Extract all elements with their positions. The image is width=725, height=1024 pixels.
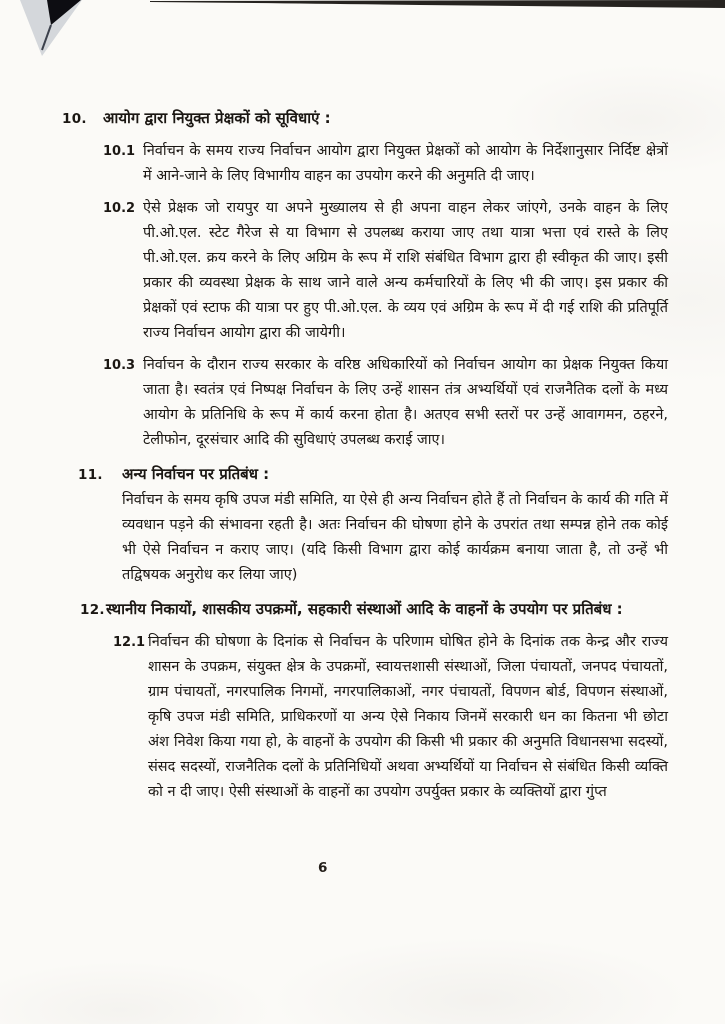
section-12 [80,597,668,805]
section-11-body-text: निर्वाचन के समय कृषि उपज मंडी समिति, या ऐसे ही अन्य निर्वाचन होते हैं तो निर्वाचन के कार्य की गति में व्यवधान पड़ने की संभावना रहती है। अतः निर्वाचन की घोषणा होने के उपरांत तथा सम्पन्न होने तक कोई भी ऐसे निर्वाचन न कराए जाए। (यदि किसी विभाग द्वारा कोई कार्यक्रम बनाया जाता है, तो उन्हें भी तद्विषयक अनुरोध कर लिया जाए) [122,492,668,583]
section-number: 10. [62,111,87,127]
clause-number: 10.1 [103,144,136,159]
section-11-body-row [78,488,668,588]
section-number: 11. [78,467,103,483]
clause-10-2 [103,196,668,346]
section-10 [0,106,668,453]
clause-12-1 [113,630,668,805]
section-12-heading: स्थानीय निकायों, शासकीय उपक्रमों, सहकारी संस्थाओं आदि के वाहनों के उपयोग पर प्रतिबंध : [106,600,623,618]
clause-number: 10.2 [103,201,136,216]
clause-number: 10.3 [103,358,136,373]
clause-10-1-text: निर्वाचन के समय राज्य निर्वाचन आयोग द्वारा नियुक्त प्रेक्षकों को आयोग के निर्देशानुसार निर्दिष्ट क्षेत्रों में आने-जाने के लिए विभागीय वाहन का उपयोग करने की अनुमति दी जाए। [143,143,668,184]
section-12-heading-row [80,597,668,623]
clause-10-1 [103,139,668,189]
clause-10-2-text: ऐसे प्रेक्षक जो रायपुर या अपने मुख्यालय से ही अपना वाहन लेकर जांएगे, उनके वाहन के लिए पी.ओ.एल. स्टेट गैरेज से या विभाग से उपलब्ध कराया जाए तथा यात्रा भत्ता एवं रास्ते के लिए पी.ओ.एल. क्रय करने के लिए अग्रिम के रूप में राशि संबंधित विभाग द्वारा ही स्वीकृत की जाए। इसी प्रकार की व्यवस्था प्रेक्षक के साथ जाने वाले अन्य कर्मचारियों के लिए भी की जाए। इस प्रकार की प्रेक्षकों एवं स्टाफ की यात्रा पर हुए पी.ओ.एल. के व्यय एवं अग्रिम के रूप में दी गई राशि की प्रतिपूर्ति राज्य निर्वाचन आयोग द्वारा की जायेगी। [143,200,668,341]
clause-number: 12.1 [113,635,146,650]
section-11-heading-row [78,462,668,488]
clause-10-3 [103,353,668,453]
clause-10-3-text: निर्वाचन के दौरान राज्य सरकार के वरिष्ठ अधिकारियों को निर्वाचन आयोग का प्रेक्षक नियुक्त किया जाता है। स्वतंत्र एवं निष्पक्ष निर्वाचन के लिए उन्हें शासन तंत्र अभ्यर्थियों एवं राजनैतिक दलों के मध्य आयोग के प्रतिनिधि के रूप में कार्य करना होता है। अतएव सभी स्तरों पर उन्हें आवागमन, ठहरने, टेलीफोन, दूरसंचार आदि की सुविधाएं उपलब्ध कराई जाए। [143,357,668,448]
section-11 [78,462,668,588]
section-10-heading-row [62,106,668,132]
page-number: 6 [318,860,328,876]
clause-12-1-text: निर्वाचन की घोषणा के दिनांक से निर्वाचन के परिणाम घोषित होने के दिनांक तक केन्द्र और राज्य शासन के उपक्रम, संयुक्त क्षेत्र के उपक्रमों, स्वायत्तशासी संस्थाओं, जिला पंचायतों, जनपद पंचायतों, ग्राम पंचायतों, नगरपालिक निगमों, नगरपालिकाओं, नगर पंचायतों, विपणन बोर्ड, विपणन संस्थाओं, कृषि उपज मंडी समिति, प्राधिकरणों या अन्य ऐसे निकाय जिनमें सरकारी धन का कितना भी छोटा अंश निवेश किया गया हो, के वाहनों के उपयोग की किसी भी प्रकार की अनुमति विधानसभा सदस्यों, संसद सदस्यों, राजनैतिक दलों के प्रतिनिधियों अथवा अभ्यर्थियों या निर्वाचन से संबंधित किसी व्यक्ति को न दी जाए। ऐसी संस्थाओं के वाहनों का उपयोग उपर्युक्त प्रकार के व्यक्तियों द्वारा गुंप्त [148,634,668,800]
section-number: 12. [80,602,105,618]
section-10-heading: आयोग द्वारा नियुक्त प्रेक्षकों को सूविधाएं : [103,109,331,127]
section-11-heading: अन्य निर्वाचन पर प्रतिबंध : [122,465,270,483]
